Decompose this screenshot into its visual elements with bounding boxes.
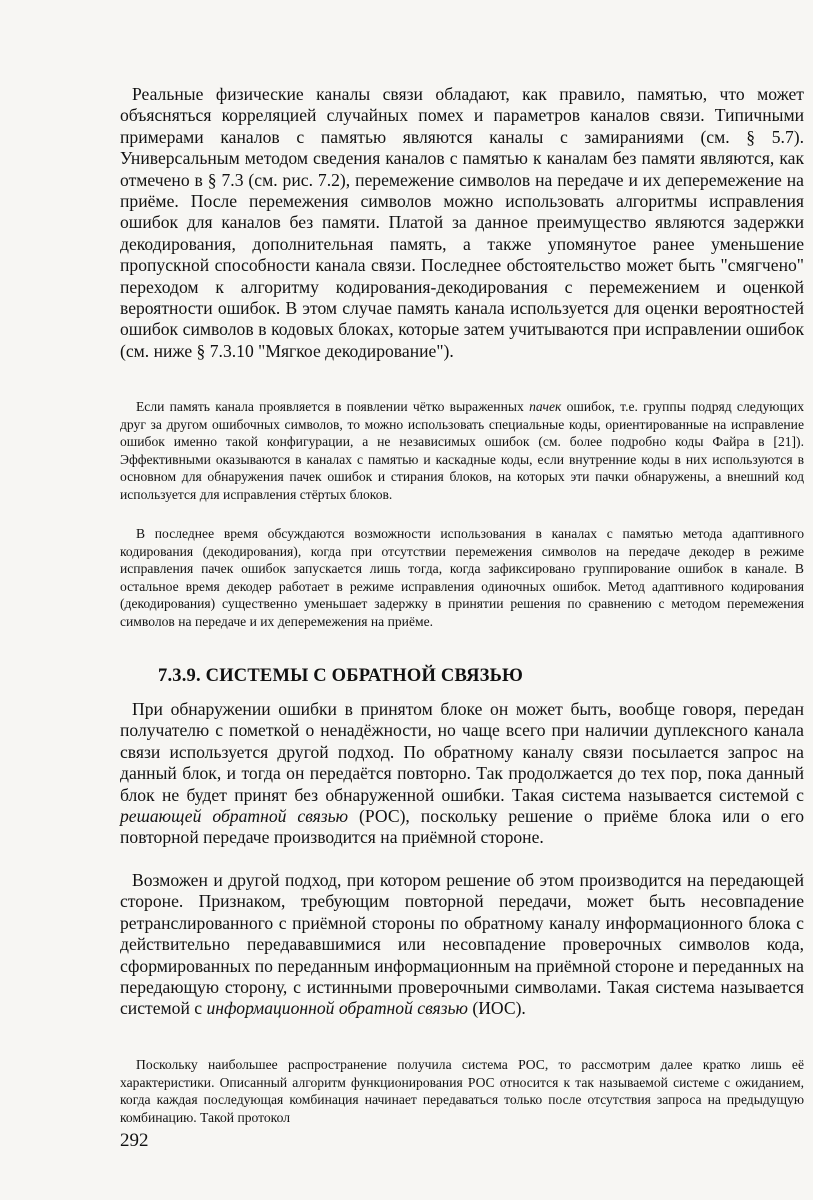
note-text: Поскольку наибольшее распространение получила система РОС, то рассмотрим далее кратко лишь её характеристики. Описанный алгоритм функционирования РОС относится к так называемой системе с ожиданием, когда каждая последующая комбинация начинает передаваться только после отсутствия запроса на предыдущую комбинацию. Такой протокол xyxy=(120,1057,804,1125)
note-text xyxy=(120,398,804,504)
paragraph-italic-term: решающей обратной связью xyxy=(120,806,349,827)
note-text-end: ошибок, т.е. группы подряд следующих друг за другом ошибочных символов, то можно использовать специальные коды, ориентированные на исправление ошибок именно такой конфигурации, а не независимых ошибок (см. более подробно коды Файра в [21]). Эффективными оказываются в каналах с памятью и каскадные коды, если внутренние коды в них используются в основном для обнаружения пачек ошибок и стирания блоков, на которых эти пачки обнаружены, а внешний код используется для исправления стёртых блоков. xyxy=(120,399,805,502)
paragraph-italic-term: информационной обратной связью xyxy=(206,998,468,1019)
paragraph-text-end: (РОС), поскольку решение о приёме блока или о его повторной передаче производится на приёмной стороне. xyxy=(120,806,804,848)
section-heading: 7.3.9. СИСТЕМЫ С ОБРАТНОЙ СВЯЗЬЮ xyxy=(158,666,524,686)
paragraph-text: Реальные физические каналы связи обладают, как правило, памятью, что может объясняться корреляцией случайных помех и параметров каналов связи. Типичными примерами каналов с памятью являются каналы с замираниями (см. § 5.7). Универсальным методом сведения каналов с памятью к каналам без памяти являются, как отмечено в § 7.3 (см. рис. 7.2), перемежение символов на передаче и их деперемежение на приёме. После перемежения символов можно использовать алгоритмы исправления ошибок для каналов без памяти. Платой за данное преимущество являются задержки декодирования, дополнительная память, а также упомянутое ранее уменьшение пропускной способности канала связи. Последнее обстоятельство может быть "смягчено" переходом к алгоритму кодирования-декодирования с перемежением и оценкой вероятности ошибок. В этом случае память канала используется для оценки вероятностей ошибок символов в кодовых блоках, которые затем учитываются при исправлении ошибок (см. ниже § 7.3.10 "Мягкое декодирование"). xyxy=(120,84,804,361)
paragraph-text xyxy=(120,870,804,1020)
paragraph-text-start: Возможен и другой подход, при котором решение об этом производится на передающей стороне. Признаком, требующим повторной передачи, может быть несовпадение ретранслированного с приёмной стороны по обратному каналу информационного блока с действительно передававшимися или несовпадение проверочных символов кода, сформированных по переданным информационным на приёмной стороне и переданных на передающую сторону, с истинными проверочными символами. Такая система называется системой с xyxy=(120,870,804,1019)
paragraph-information-feedback xyxy=(120,870,804,1020)
note-italic-term: пачек xyxy=(529,399,562,414)
paragraph-text-start: При обнаружении ошибки в принятом блоке он может быть, вообще говоря, передан получателю с пометкой о ненадёжности, но чаще всего при наличии дуплексного канала связи используется другой подход. По обратному каналу связи посылается запрос на данный блок, и тогда он передаётся повторно. Так продолжается до тех пор, пока данный блок не будет принят без обнаруженной ошибки. Такая система называется системой с xyxy=(120,699,804,805)
note-ros-protocol xyxy=(120,1056,804,1126)
note-text: В последнее время обсуждаются возможности использования в каналах с памятью метода адаптивного кодирования (декодирования), когда при отсутствии перемежения символов на передаче декодер в режиме исправления пачек ошибок запускается лишь тогда, когда зафиксировано группирование ошибок в канале. В остальное время декодер работает в режиме исправления одиночных ошибок. Метод адаптивного кодирования (декодирования) существенно уменьшает задержку в принятии решения по сравнению с методом перемежения символов на передаче и их деперемежения на приёме. xyxy=(120,526,804,629)
paragraph-text-end: (ИОС). xyxy=(467,998,526,1019)
page-number: 292 xyxy=(120,1130,149,1151)
note-adaptive-coding xyxy=(120,525,804,631)
paragraph-decision-feedback xyxy=(120,699,804,849)
note-burst-errors xyxy=(120,398,804,504)
paragraph-text xyxy=(120,699,804,849)
note-text-start: Если память канала проявляется в появлении чётко выраженных xyxy=(136,399,530,414)
paragraph-memory-channels xyxy=(120,84,804,362)
